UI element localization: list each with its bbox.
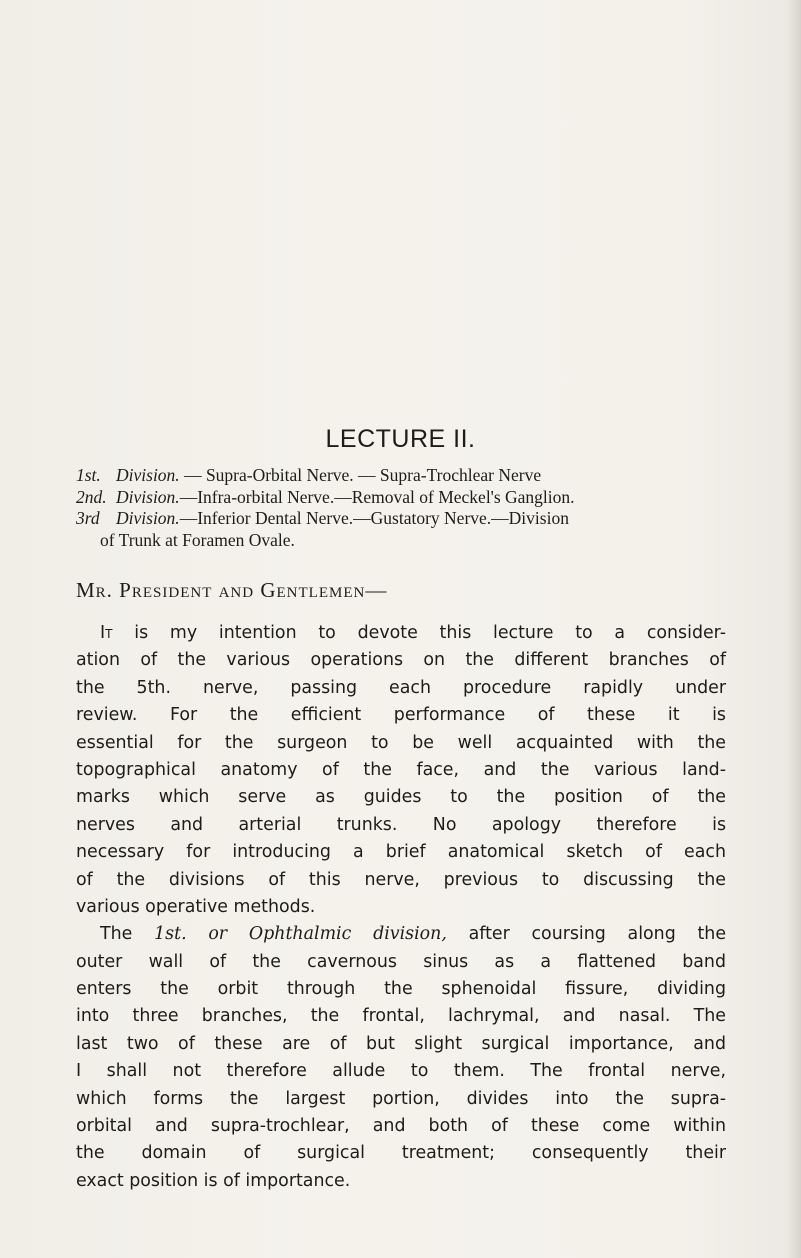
division-topics: —Inferior Dental Nerve.—Gustatory Nerve.—Division xyxy=(179,508,569,528)
text-line: The 1st. or Ophthalmic division, after coursing along the xyxy=(100,924,727,945)
text-line: ation of the various operations on the different branches of xyxy=(76,650,726,671)
summary-line xyxy=(76,487,736,509)
salutation: Mr. President and Gentlemen— xyxy=(76,578,388,602)
text-line: review. For the efficient performance of these it is xyxy=(76,705,726,726)
text-line: various operative methods. xyxy=(76,896,316,917)
body-text xyxy=(76,620,726,1195)
division-number: 2nd. xyxy=(76,486,107,507)
division-label: Division. xyxy=(116,508,180,528)
division-topics: — Supra-Orbital Nerve. — Supra-Trochlear Nerve xyxy=(179,465,542,485)
text-line: of the divisions of this nerve, previous to discussing the xyxy=(76,869,726,890)
lecture-title: LECTURE II. xyxy=(325,425,476,453)
text-line: necessary for introducing a brief anatomical sketch of each xyxy=(76,842,726,863)
text-line: I shall not therefore allude to them. The frontal nerve, xyxy=(76,1061,726,1082)
text-line: which forms the largest portion, divides into the supra- xyxy=(76,1088,726,1109)
italic-phrase: 1st. or Ophthalmic division, xyxy=(154,924,447,945)
division-number: 3rd xyxy=(76,508,100,528)
text-line: outer wall of the cavernous sinus as a flattened band xyxy=(76,951,726,972)
text-line: last two of these are of but slight surgical importance, and xyxy=(76,1033,726,1054)
text-line: orbital and supra-trochlear, and both of these come within xyxy=(76,1116,726,1137)
text-line: exact position is of importance. xyxy=(76,1170,351,1191)
text-line: the 5th. nerve, passing each procedure rapidly under xyxy=(76,677,726,698)
text-line: It is my intention to devote this lecture to a consider- xyxy=(100,623,726,643)
text-line: enters the orbit through the sphenoidal fissure, dividing xyxy=(76,979,726,1000)
paragraph-1 xyxy=(76,620,726,921)
page-edge-shadow xyxy=(787,0,801,1258)
division-topics: —Infra-orbital Nerve.—Removal of Meckel's Ganglion. xyxy=(179,486,575,507)
drop-word: It xyxy=(100,623,113,643)
text-line: nerves and arterial trunks. No apology therefore is xyxy=(76,814,726,835)
summary-continuation: of Trunk at Foramen Ovale. xyxy=(100,529,295,550)
lecture-summary xyxy=(76,465,736,551)
summary-line xyxy=(76,465,736,487)
text-line: marks which serve as guides to the position of the xyxy=(76,787,726,808)
division-label: Division. xyxy=(116,465,180,485)
paragraph-2 xyxy=(76,921,726,1195)
text-line: topographical anatomy of the face, and the various land- xyxy=(76,759,726,780)
text-line: essential for the surgeon to be well acquainted with the xyxy=(76,732,726,753)
division-number: 1st. xyxy=(76,465,101,485)
text-line: into three branches, the frontal, lachrymal, and nasal. The xyxy=(76,1006,726,1027)
summary-line xyxy=(76,508,736,530)
division-label: Division. xyxy=(116,486,180,507)
text-line: the domain of surgical treatment; consequently their xyxy=(76,1143,726,1164)
